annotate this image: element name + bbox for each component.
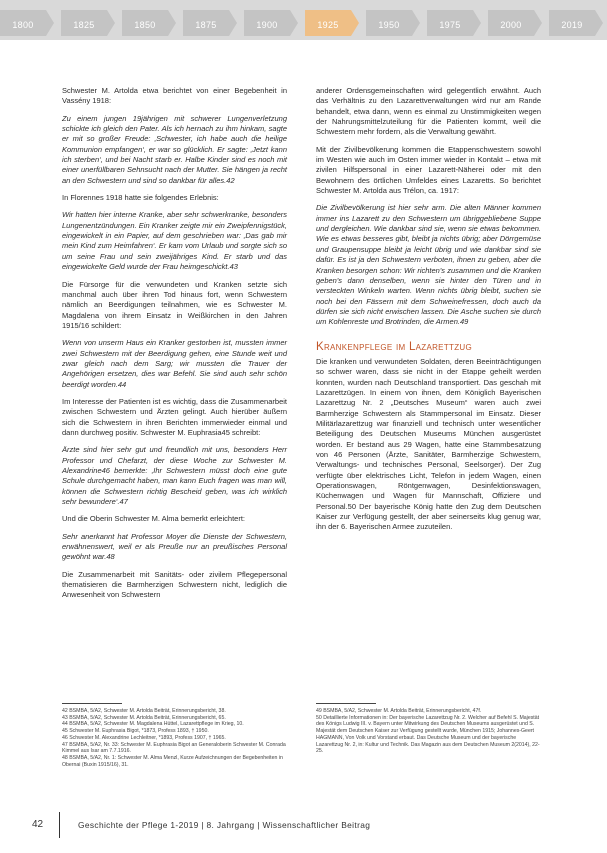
block-quote: Sehr anerkannt hat Professor Moyer die Dienste der Schwestern, erwähnenswert, weil er als Preuße nur an preußisches Personal gewöhnt war.48	[62, 531, 287, 562]
footnote: 46 Schwester M. Alexandrine Lechleitner, *1893, Profess 1907, † 1965.	[62, 734, 226, 741]
footnote: 43 BSMBA, 5/A2, Schwester M. Artolda Beiträt, Erinnerungsbericht, 65.	[62, 714, 226, 721]
footer-divider	[59, 812, 60, 838]
footnote: 50 Detaillierte Informationen in: Der bayerische Lazarettzug Nr. 2. Welcher auf Befehl S. Majestät des Königs Ludwig III. v. Bayern unter Mitwirkung des Deutschen Museums ausgerüstet und S. Majestät dem Deutschen Kaiser zur Verfügung gestellt wurde, München 1915; Johannes-Geert HAGMANN, Von Volk und Vorstand erbaut. Das Deutsche Museum und der bayerische Lazarettzug Nr. 2, in: Kultur und Technik. Das Magazin aus dem Deutschen Museum 2(2014), 22-25.	[316, 714, 540, 755]
body-paragraph: anderer Ordensgemeinschaften wird gelegentlich erwähnt. Auch das Verhältnis zu den Lazarettverwaltungen wird nur am Rande behandelt, etwa dann, wenn es einmal zu Unstimmigkeiten wegen der Nahrungsmittelzuteilung für die Patienten kommt, weil die Schwestern mehr fordern, als die Verwaltung gewährt.	[316, 86, 541, 137]
footnote: 47 BSMBA, 5/A2, Nr. 33: Schwester M. Euphrasia Bigot an Generaloberin Schwester M. Conrada Kimmel aus Isar am 7.7.1916.	[62, 741, 286, 755]
block-quote: Ärzte sind hier sehr gut und freundlich mit uns, besonders Herr Professor und Chefarzt, der diese Woche zur Schwester M. Alexandrine46 bemerkte: ‚Ihr Schwestern müsst doch eine gute Schule durchgemacht haben, man kann Euch fragen was man will, können die Schwestern richtig Bescheid geben, was ich wirklich sehr bewundere‘.47	[62, 445, 287, 507]
footnote-rule-left	[62, 703, 122, 704]
timeline-year: 1875	[183, 10, 229, 36]
footnote: 45 Schwester M. Euphrasia Bigot, *1873, Profess 1893, † 1950.	[62, 728, 209, 735]
body-paragraph: In Florennes 1918 hatte sie folgendes Erlebnis:	[62, 193, 219, 203]
page-footer	[0, 810, 607, 840]
block-quote: Wenn von unserm Haus ein Kranker gestorben ist, mussten immer zwei Schwestern mit der Beerdigung gehen, eine Stunde weit und zwar gleich nach dem Sarg; wir mussten die Trauer der Angehörigen ersetzen, dies war Befehl. Sie sind auch sehr schön beerdigt worden.44	[62, 338, 287, 389]
footnote: 44 BSMBA, 5/A2, Schwester M. Magdalena Hüttel, Lazarettpflege im Krieg, 10.	[62, 721, 244, 728]
body-paragraph: Im Interesse der Patienten ist es wichtig, dass die Zusammenarbeit zwischen Schwestern und Ärzten gelingt. Auch hierüber äußern sich die Schwestern in ihren Berichten immerwieder einmal und dann durchweg positiv. Schwester M. Euphrasia45 schreibt:	[62, 396, 287, 437]
body-paragraph: Die Zusammenarbeit mit Sanitäts- oder zivilem Pflegepersonal thematisieren die Barmherzigen Schwestern nicht, lediglich die Anwesenheit von Schwestern	[62, 569, 287, 600]
body-paragraph: Die Fürsorge für die verwundeten und Kranken setzte sich manchmal auch über ihren Tod hinaus fort, wenn Schwestern nämlich an Beerdigungen teilnahmen, wie es Schwester M. Magdalena von ihrem Einsatz in Weißkirchen in den Jahren 1915/16 schildert:	[62, 279, 287, 330]
block-quote: Wir hatten hier interne Kranke, aber sehr schwerkranke, besonders Lungenentzündungen. Ein Kranker zeigte mir ein Zweipfennigstück, eingewickelt in ein Papier, auf dem geschrieben war: ‚Das gab mir mein Kind zum Heimfahren‘. Er kam vom Urlaub und sorgte sich so um seine Frau und sein zweijähriges Kind. Er starb und das eingewickelte Geld wurde der Frau heimgeschickt.43	[62, 210, 287, 272]
timeline-year: 1800	[0, 10, 46, 36]
block-quote: Zu einem jungen 19jährigen mit schwerer Lungenverletzung schickte ich gleich den Pater. Als ich hernach zu ihm hinkam, sagte er mit so großer Freude: ‚Schwester, ich habe auch die heilige Kommunion empfangen‘, er war so glücklich. Er sagte: ‚Jetzt kann ich sterben‘, und bei Nacht starb er. Halbe Kinder sind es noch mit einer unerfüllbaren Sehnsucht nach der Mutter. Sie hängen ja recht an den Schwestern und sind so dankbar für alles.42	[62, 113, 287, 185]
timeline-year: 2019	[549, 10, 595, 36]
footnote: 49 BSMBA, 5/A2, Schwester M. Artolda Beiträt, Erinnerungsbericht, 47f.	[316, 708, 482, 714]
block-quote: Die Zivilbevölkerung ist hier sehr arm. Die alten Männer kommen immer ins Lazarett zu den Schwestern um übriggebliebene Suppe und dergleichen. Wie dankbar sind sie, wenn sie etwas bekommen. Wie es etwas besseres gibt, bleibt ja nichts übrig; aber Dörrgemüse und Graupensuppe bleibt ja leicht übrig und wie dankbar sind sie dafür. Es ist ja den Schwestern verboten, ihnen zu geben, aber die Kranken besorgen schon: Wir richten's zusammen und die Kranken geben's dann denselben, wenn sie hinter den Türen und in versteckten Winkeln warten. Wenn nichts übrig bleibt, suchen sie noch bei den Fässern mit dem Schweinefressen, doch auch da dürfen sie sich nicht erwischen lassen. Die Asche suchen sie durch um Kohlenreste und Brotrinden, die Armen.49	[316, 203, 541, 327]
timeline-year: 2000	[488, 10, 534, 36]
timeline-year: 1950	[366, 10, 412, 36]
footnotes-left	[62, 708, 288, 768]
running-title: Geschichte der Pflege 1-2019 | 8. Jahrgang | Wissenschaftlicher Beitrag	[78, 820, 371, 830]
footnotes-right	[316, 708, 542, 755]
timeline-bar	[0, 0, 607, 40]
timeline-year: 1900	[244, 10, 290, 36]
page-number: 42	[32, 819, 44, 830]
footnote-rule-right	[316, 703, 376, 704]
right-column	[316, 86, 541, 540]
body-paragraph: Mit der Zivilbevölkerung kommen die Etappenschwestern sowohl im Westen wie auch im Osten immer wieder in Kontakt – etwa mit zivilen Hilfspersonal in einer Lazarett-Näherei oder mit den Bewohnern des örtlichen Umfeldes eines Lazaretts. So berichtet Schwester M. Artolda aus Trélon, ca. 1917:	[316, 144, 541, 196]
section-heading: Krankenpflege im Lazarettzug	[316, 340, 472, 353]
footnote: 42 BSMBA, 5/A2, Schwester M. Artolda Beiträt, Erinnerungsbericht, 38.	[62, 708, 226, 714]
footnote: 48 BSMBA, 5/A2, Nr. 1: Schwester M. Alma Menzl, Kurze Aufzeichnungen der Begebenheiten in Obernai (Buxin 1915/16), 31.	[62, 754, 283, 768]
timeline-year-current: 1925	[305, 10, 351, 36]
body-paragraph: Und die Oberin Schwester M. Alma bemerkt erleichtert:	[62, 514, 245, 524]
timeline-year: 1850	[122, 10, 168, 36]
body-paragraph: Die kranken und verwundeten Soldaten, deren Beeinträchtigungen so schwer waren, dass sie nicht in der Etappe geheilt werden konnten, wurden nach Deutschland transportiert. Das geschah mit Lazarettzügen. In einem von ihnen, dem Königlich Bayerischen Lazarettzug Nr. 2 „Deutsches Museum“ waren auch zwei Barmherzige Schwestern als Stammpersonal im Einsatz. Dieser Militärlazarettzug war finanziell und technisch unter wesentlicher Beteiligung des Deutschen Museums München ausgerüstet worden. Er bestand aus 29 Wagen, hatte eine Stammbesatzung von 46 Personen (Ärzte, Sanitäter, Barmherzige Schwestern, Verwaltungs- und technisches Personal, Seelsorger). Der Zug verfügte über elektrisches Licht, Telefon in jedem Wagen, einen Operationswagen, Röntgenwagen, Desinfektionswagen, Küchenwagen und Wagen für Mannschaft, Offiziere und Personal.50 Der bayerische König hatte den Zug dem Deutschen Kaiser zur Verfügung gestellt, der aber seinerseits klug genug war, ihn der 6. Bayerischen Armee zuzuteilen.	[316, 356, 541, 532]
body-paragraph: Schwester M. Artolda etwa berichtet von einer Begebenheit in Vassény 1918:	[62, 86, 287, 106]
timeline-year: 1975	[427, 10, 473, 36]
timeline-year: 1825	[61, 10, 107, 36]
left-column	[62, 86, 287, 608]
